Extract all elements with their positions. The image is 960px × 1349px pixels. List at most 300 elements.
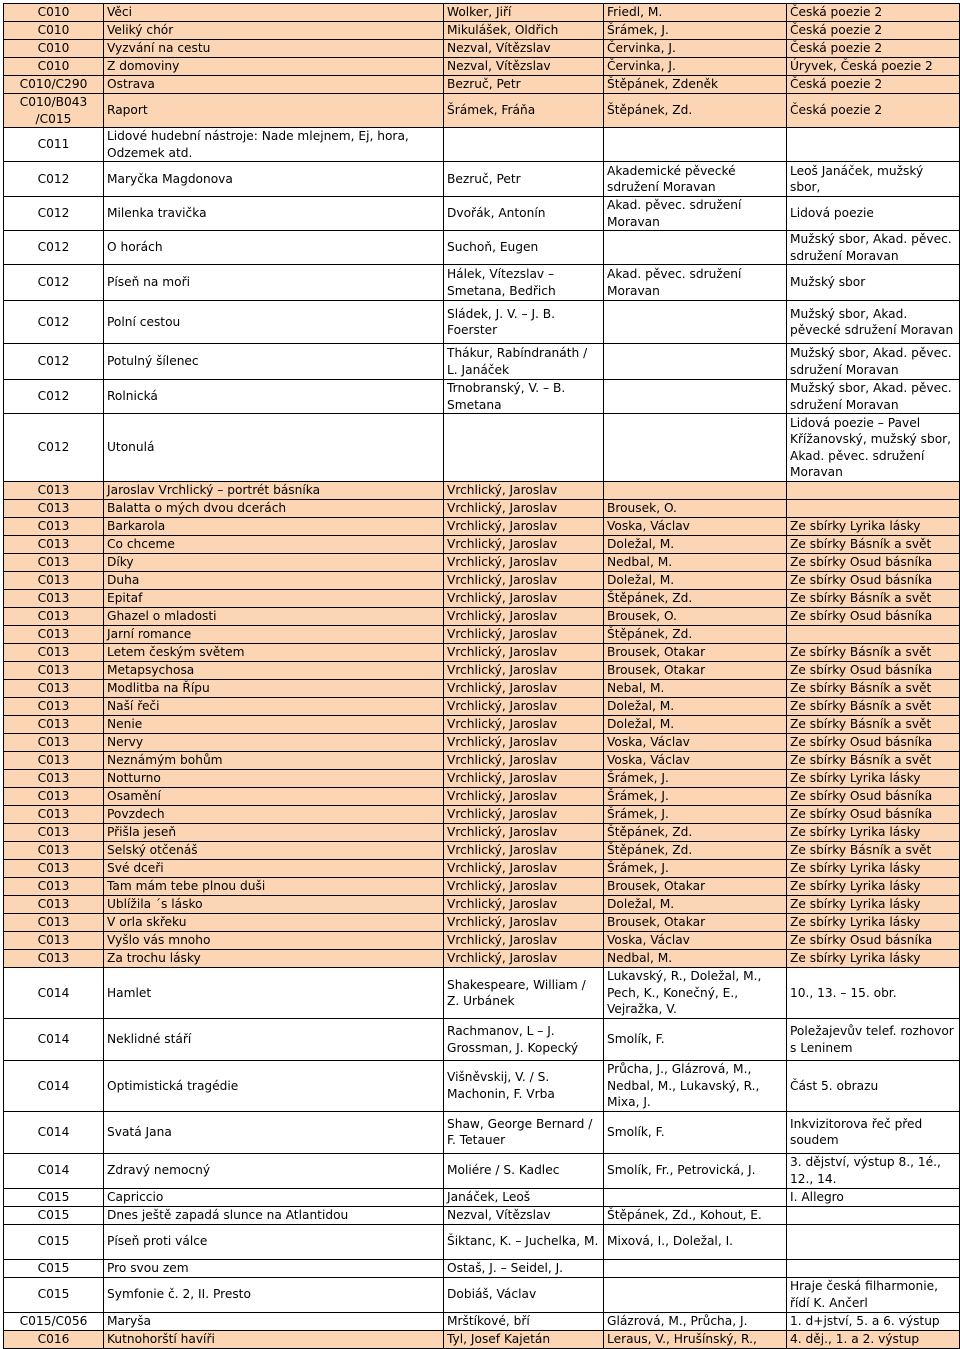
record-title: Vyzvání na cestu <box>104 40 444 58</box>
record-note: 1. d+jství, 5. a 6. výstup <box>787 1312 960 1330</box>
record-performer: Štěpánek, Zd. <box>604 626 787 644</box>
record-title: Potulný šílenec <box>104 344 444 380</box>
record-code: C010/C290 <box>4 76 104 94</box>
table-row <box>4 231 960 265</box>
record-author <box>444 414 604 482</box>
record-code: C013 <box>4 500 104 518</box>
record-title: Jarní romance <box>104 626 444 644</box>
table-row <box>4 1312 960 1330</box>
record-note: Ze sbírky Osud básníka <box>787 788 960 806</box>
record-code: C013 <box>4 554 104 572</box>
record-note: Mužský sbor <box>787 265 960 301</box>
record-note: 3. dějství, výstup 8., 1é., 12., 14. <box>787 1153 960 1188</box>
record-performer: Brousek, O. <box>604 608 787 626</box>
record-note: Ze sbírky Básník a svět <box>787 644 960 662</box>
record-code: C012 <box>4 231 104 265</box>
record-author: Mrštíkové, bří <box>444 1312 604 1330</box>
record-title: Veliký chór <box>104 22 444 40</box>
record-performer: Doležal, M. <box>604 698 787 716</box>
table-row <box>4 162 960 197</box>
records-table-body <box>4 4 960 1349</box>
table-row <box>4 734 960 752</box>
record-code: C013 <box>4 536 104 554</box>
table-row <box>4 896 960 914</box>
table-row <box>4 770 960 788</box>
record-code: C013 <box>4 914 104 932</box>
table-row <box>4 716 960 734</box>
record-title: Notturno <box>104 770 444 788</box>
record-title: Nenie <box>104 716 444 734</box>
record-performer: Šrámek, J. <box>604 806 787 824</box>
record-title: Ublížila ´s lásko <box>104 896 444 914</box>
record-performer <box>604 380 787 414</box>
record-note: Ze sbírky Básník a svět <box>787 536 960 554</box>
record-author: Vrchlický, Jaroslav <box>444 626 604 644</box>
table-row <box>4 301 960 344</box>
record-code: C014 <box>4 1061 104 1112</box>
record-performer <box>604 301 787 344</box>
record-author: Dvořák, Antonín <box>444 197 604 231</box>
record-code: C013 <box>4 824 104 842</box>
record-code: C016 <box>4 1330 104 1348</box>
table-row <box>4 1224 960 1259</box>
record-performer: Akad. pěvec. sdružení Moravan <box>604 265 787 301</box>
record-note: 4. děj., 1. a 2. výstup <box>787 1330 960 1348</box>
record-title: Utonulá <box>104 414 444 482</box>
record-note: Ze sbírky Osud básníka <box>787 662 960 680</box>
record-performer: Štěpánek, Zdeněk <box>604 76 787 94</box>
record-note: Ze sbírky Básník a svět <box>787 680 960 698</box>
record-performer: Smolík, F. <box>604 1019 787 1061</box>
record-author: Vrchlický, Jaroslav <box>444 950 604 968</box>
record-performer: Nebal, M. <box>604 680 787 698</box>
record-code: C013 <box>4 698 104 716</box>
table-row <box>4 128 960 162</box>
record-note: Mužský sbor, Akad. pěvecké sdružení Moravan <box>787 301 960 344</box>
table-row <box>4 860 960 878</box>
record-note: Ze sbírky Osud básníka <box>787 608 960 626</box>
record-title: Lidové hudební nástroje: Nade mlejnem, Ej, hora, Odzemek atd. <box>104 128 444 162</box>
record-author: Šrámek, Fráňa <box>444 94 604 128</box>
record-author: Bezruč, Petr <box>444 162 604 197</box>
record-code: C013 <box>4 662 104 680</box>
record-performer: Šrámek, J. <box>604 770 787 788</box>
record-code: C013 <box>4 806 104 824</box>
record-title: Letem českým světem <box>104 644 444 662</box>
record-note: Mužský sbor, Akad. pěvec. sdružení Moravan <box>787 380 960 414</box>
record-performer: Voska, Václav <box>604 932 787 950</box>
record-code: C013 <box>4 590 104 608</box>
record-title: Zdravý nemocný <box>104 1153 444 1188</box>
record-note: Ze sbírky Lyrika lásky <box>787 860 960 878</box>
record-title: Za trochu lásky <box>104 950 444 968</box>
record-code: C015 <box>4 1206 104 1224</box>
table-row <box>4 1188 960 1206</box>
record-title: Tam mám tebe plnou duši <box>104 878 444 896</box>
record-title: Osamění <box>104 788 444 806</box>
record-note: Ze sbírky Lyrika lásky <box>787 914 960 932</box>
table-row <box>4 590 960 608</box>
record-author: Vrchlický, Jaroslav <box>444 554 604 572</box>
record-author: Vrchlický, Jaroslav <box>444 644 604 662</box>
record-author: Tyl, Josef Kajetán <box>444 1330 604 1348</box>
record-code: C013 <box>4 734 104 752</box>
record-title: Díky <box>104 554 444 572</box>
record-author: Vrchlický, Jaroslav <box>444 680 604 698</box>
record-title: Z domoviny <box>104 58 444 76</box>
record-performer <box>604 1277 787 1312</box>
table-row <box>4 4 960 22</box>
record-performer: Nedbal, M. <box>604 950 787 968</box>
record-performer: Voska, Václav <box>604 518 787 536</box>
record-code: C015/C056 <box>4 1312 104 1330</box>
table-row <box>4 94 960 128</box>
record-performer <box>604 128 787 162</box>
record-title: Své dceři <box>104 860 444 878</box>
record-note <box>787 1259 960 1277</box>
record-performer: Lukavský, R., Doležal, M., Pech, K., Konečný, E., Vejražka, V. <box>604 968 787 1019</box>
record-code: C013 <box>4 572 104 590</box>
record-title: Povzdech <box>104 806 444 824</box>
record-performer: Mixová, I., Doležal, I. <box>604 1224 787 1259</box>
record-note: Ze sbírky Básník a svět <box>787 698 960 716</box>
record-author: Vrchlický, Jaroslav <box>444 860 604 878</box>
record-note: Ze sbírky Lyrika lásky <box>787 770 960 788</box>
record-title: Epitaf <box>104 590 444 608</box>
record-performer <box>604 1188 787 1206</box>
record-code: C012 <box>4 301 104 344</box>
record-author: Dobiáš, Václav <box>444 1277 604 1312</box>
table-row <box>4 842 960 860</box>
table-row <box>4 968 960 1019</box>
record-performer: Nedbal, M. <box>604 554 787 572</box>
record-performer: Akademické pěvecké sdružení Moravan <box>604 162 787 197</box>
record-performer <box>604 344 787 380</box>
record-title: Symfonie č. 2, II. Presto <box>104 1277 444 1312</box>
record-code: C013 <box>4 608 104 626</box>
record-code: C013 <box>4 878 104 896</box>
record-code: C012 <box>4 197 104 231</box>
record-code: C013 <box>4 770 104 788</box>
table-row <box>4 1277 960 1312</box>
record-code: C013 <box>4 842 104 860</box>
table-row <box>4 752 960 770</box>
record-title: Kutnohorští havíři <box>104 1330 444 1348</box>
record-author: Višněvskij, V. / S. Machonin, F. Vrba <box>444 1061 604 1112</box>
record-code: C013 <box>4 644 104 662</box>
record-code: C014 <box>4 1111 104 1153</box>
table-row <box>4 58 960 76</box>
record-performer <box>604 482 787 500</box>
record-performer: Štěpánek, Zd. <box>604 590 787 608</box>
record-performer: Friedl, M. <box>604 4 787 22</box>
record-note: Česká poezie 2 <box>787 22 960 40</box>
record-author: Šiktanc, K. – Juchelka, M. <box>444 1224 604 1259</box>
record-author: Trnobranský, V. – B. Smetana <box>444 380 604 414</box>
record-title: Věci <box>104 4 444 22</box>
record-author: Vrchlický, Jaroslav <box>444 824 604 842</box>
record-author: Moliére / S. Kadlec <box>444 1153 604 1188</box>
record-note: Ze sbírky Osud básníka <box>787 572 960 590</box>
table-row <box>4 824 960 842</box>
record-note: Inkvizitorova řeč před soudem <box>787 1111 960 1153</box>
record-author: Sládek, J. V. – J. B. Foerster <box>444 301 604 344</box>
table-row <box>4 644 960 662</box>
record-code: C010 <box>4 4 104 22</box>
record-code: C010 <box>4 58 104 76</box>
record-performer <box>604 231 787 265</box>
record-author: Vrchlický, Jaroslav <box>444 842 604 860</box>
record-note <box>787 1224 960 1259</box>
record-note: Mužský sbor, Akad. pěvec. sdružení Moravan <box>787 344 960 380</box>
table-row <box>4 265 960 301</box>
record-performer <box>604 1259 787 1277</box>
record-note: Ze sbírky Osud básníka <box>787 734 960 752</box>
record-author: Vrchlický, Jaroslav <box>444 518 604 536</box>
record-performer: Červinka, J. <box>604 40 787 58</box>
record-note: 10., 13. – 15. obr. <box>787 968 960 1019</box>
record-title: Neznámým bohům <box>104 752 444 770</box>
record-note: Česká poezie 2 <box>787 94 960 128</box>
record-author: Vrchlický, Jaroslav <box>444 752 604 770</box>
record-performer: Leraus, V., Hrušínský, R., <box>604 1330 787 1348</box>
record-code: C014 <box>4 968 104 1019</box>
record-author: Vrchlický, Jaroslav <box>444 482 604 500</box>
record-title: Maryčka Magdonova <box>104 162 444 197</box>
record-author: Ostaš, J. – Seidel, J. <box>444 1259 604 1277</box>
record-code: C013 <box>4 518 104 536</box>
table-row <box>4 662 960 680</box>
record-title: Barkarola <box>104 518 444 536</box>
record-code: C012 <box>4 414 104 482</box>
record-performer: Smolík, Fr., Petrovická, J. <box>604 1153 787 1188</box>
record-code: C014 <box>4 1153 104 1188</box>
record-performer: Brousek, O. <box>604 500 787 518</box>
record-title: Balatta o mých dvou dcerách <box>104 500 444 518</box>
record-note: Mužský sbor, Akad. pěvec. sdružení Moravan <box>787 231 960 265</box>
record-performer: Brousek, Otakar <box>604 878 787 896</box>
table-row <box>4 1153 960 1188</box>
record-title: Dnes ještě zapadá slunce na Atlantidou <box>104 1206 444 1224</box>
record-note <box>787 500 960 518</box>
record-title: Maryša <box>104 1312 444 1330</box>
record-author: Vrchlický, Jaroslav <box>444 572 604 590</box>
record-note: Hraje česká filharmonie, řídí K. Ančerl <box>787 1277 960 1312</box>
record-code: C011 <box>4 128 104 162</box>
record-performer: Voska, Václav <box>604 752 787 770</box>
record-author: Vrchlický, Jaroslav <box>444 770 604 788</box>
record-performer: Akad. pěvec. sdružení Moravan <box>604 197 787 231</box>
record-author: Nezval, Vítězslav <box>444 1206 604 1224</box>
record-code: C010 <box>4 22 104 40</box>
record-note: Lidová poezie <box>787 197 960 231</box>
record-note: Česká poezie 2 <box>787 76 960 94</box>
table-row <box>4 1259 960 1277</box>
record-title: O horách <box>104 231 444 265</box>
record-performer: Doležal, M. <box>604 572 787 590</box>
record-code: C013 <box>4 482 104 500</box>
record-performer: Štěpánek, Zd. <box>604 842 787 860</box>
record-title: Modlitba na Řípu <box>104 680 444 698</box>
record-author: Hálek, Vítezslav – Smetana, Bedřich <box>444 265 604 301</box>
record-author: Suchoň, Eugen <box>444 231 604 265</box>
record-author: Vrchlický, Jaroslav <box>444 698 604 716</box>
record-author: Vrchlický, Jaroslav <box>444 608 604 626</box>
record-code: C012 <box>4 162 104 197</box>
record-author: Vrchlický, Jaroslav <box>444 590 604 608</box>
record-performer: Červinka, J. <box>604 58 787 76</box>
record-performer <box>604 414 787 482</box>
record-code: C015 <box>4 1259 104 1277</box>
table-row <box>4 806 960 824</box>
record-author: Shaw, George Bernard / F. Tetauer <box>444 1111 604 1153</box>
table-row <box>4 878 960 896</box>
record-note: Ze sbírky Lyrika lásky <box>787 824 960 842</box>
record-code: C013 <box>4 788 104 806</box>
table-row <box>4 76 960 94</box>
record-author: Wolker, Jiří <box>444 4 604 22</box>
record-title: Naší řeči <box>104 698 444 716</box>
record-code: C013 <box>4 932 104 950</box>
record-title: Capriccio <box>104 1188 444 1206</box>
record-author <box>444 128 604 162</box>
record-author: Thákur, Rabíndranáth / L. Janáček <box>444 344 604 380</box>
record-title: Pro svou zem <box>104 1259 444 1277</box>
record-author: Bezruč, Petr <box>444 76 604 94</box>
record-performer: Doležal, M. <box>604 896 787 914</box>
record-author: Nezval, Vítězslav <box>444 58 604 76</box>
record-title: Hamlet <box>104 968 444 1019</box>
records-table <box>3 3 960 1349</box>
record-note: Ze sbírky Osud básníka <box>787 932 960 950</box>
record-author: Vrchlický, Jaroslav <box>444 536 604 554</box>
record-note: Ze sbírky Básník a svět <box>787 842 960 860</box>
record-title: Svatá Jana <box>104 1111 444 1153</box>
record-note: Česká poezie 2 <box>787 4 960 22</box>
table-row <box>4 788 960 806</box>
record-note: Ze sbírky Básník a svět <box>787 590 960 608</box>
record-note: Ze sbírky Osud básníka <box>787 554 960 572</box>
record-title: Vyšlo vás mnoho <box>104 932 444 950</box>
record-title: Selský otčenáš <box>104 842 444 860</box>
record-code: C014 <box>4 1019 104 1061</box>
record-author: Rachmanov, L – J. Grossman, J. Kopecký <box>444 1019 604 1061</box>
record-note <box>787 626 960 644</box>
record-title: Ostrava <box>104 76 444 94</box>
record-title: Rolnická <box>104 380 444 414</box>
record-title: Raport <box>104 94 444 128</box>
table-row <box>4 950 960 968</box>
record-performer: Brousek, Otakar <box>604 662 787 680</box>
record-code: C012 <box>4 344 104 380</box>
record-author: Mikulášek, Oldřich <box>444 22 604 40</box>
table-row <box>4 608 960 626</box>
record-performer: Doležal, M. <box>604 716 787 734</box>
record-code: C013 <box>4 680 104 698</box>
table-row <box>4 698 960 716</box>
table-row <box>4 932 960 950</box>
record-note: Česká poezie 2 <box>787 40 960 58</box>
record-title: Duha <box>104 572 444 590</box>
record-note <box>787 1206 960 1224</box>
record-author: Vrchlický, Jaroslav <box>444 932 604 950</box>
record-code: C010 <box>4 40 104 58</box>
record-title: Píseň na moři <box>104 265 444 301</box>
table-row <box>4 1111 960 1153</box>
record-note: Ze sbírky Lyrika lásky <box>787 896 960 914</box>
record-performer: Šrámek, J. <box>604 860 787 878</box>
record-note: Ze sbírky Lyrika lásky <box>787 878 960 896</box>
record-title: Milenka travička <box>104 197 444 231</box>
table-row <box>4 1061 960 1112</box>
record-author: Vrchlický, Jaroslav <box>444 806 604 824</box>
record-author: Vrchlický, Jaroslav <box>444 878 604 896</box>
record-code: C013 <box>4 752 104 770</box>
record-performer: Šrámek, J. <box>604 788 787 806</box>
record-note: Ze sbírky Osud básníka <box>787 806 960 824</box>
record-title: Optimistická tragédie <box>104 1061 444 1112</box>
record-performer: Průcha, J., Glázrová, M., Nedbal, M., Lukavský, R., Mixa, J. <box>604 1061 787 1112</box>
record-title: Ghazel o mladosti <box>104 608 444 626</box>
record-note <box>787 482 960 500</box>
table-row <box>4 414 960 482</box>
table-row <box>4 344 960 380</box>
record-note: Ze sbírky Básník a svět <box>787 752 960 770</box>
record-author: Vrchlický, Jaroslav <box>444 662 604 680</box>
record-author: Vrchlický, Jaroslav <box>444 896 604 914</box>
record-code: C015 <box>4 1188 104 1206</box>
record-author: Vrchlický, Jaroslav <box>444 914 604 932</box>
record-note: Část 5. obrazu <box>787 1061 960 1112</box>
record-note: Ze sbírky Lyrika lásky <box>787 518 960 536</box>
record-performer: Štěpánek, Zd., Kohout, E. <box>604 1206 787 1224</box>
table-row <box>4 500 960 518</box>
table-row <box>4 1330 960 1348</box>
record-note: I. Allegro <box>787 1188 960 1206</box>
record-title: Píseň proti válce <box>104 1224 444 1259</box>
record-author: Vrchlický, Jaroslav <box>444 716 604 734</box>
table-row <box>4 1206 960 1224</box>
record-code: C015 <box>4 1224 104 1259</box>
record-performer: Štěpánek, Zd. <box>604 94 787 128</box>
record-performer: Šrámek, J. <box>604 22 787 40</box>
record-performer: Brousek, Otakar <box>604 644 787 662</box>
record-code: C010/B043 /C015 <box>4 94 104 128</box>
table-row <box>4 572 960 590</box>
table-row <box>4 197 960 231</box>
record-author: Nezval, Vítězslav <box>444 40 604 58</box>
table-row <box>4 536 960 554</box>
table-row <box>4 40 960 58</box>
record-author: Vrchlický, Jaroslav <box>444 500 604 518</box>
record-performer: Doležal, M. <box>604 536 787 554</box>
record-code: C015 <box>4 1277 104 1312</box>
table-row <box>4 1019 960 1061</box>
record-title: Nervy <box>104 734 444 752</box>
record-title: Metapsychosa <box>104 662 444 680</box>
record-code: C013 <box>4 626 104 644</box>
record-note: Úryvek, Česká poezie 2 <box>787 58 960 76</box>
table-row <box>4 626 960 644</box>
record-code: C013 <box>4 896 104 914</box>
record-title: V orla skřeku <box>104 914 444 932</box>
record-performer: Voska, Václav <box>604 734 787 752</box>
record-note: Poležajevův telef. rozhovor s Leninem <box>787 1019 960 1061</box>
record-title: Polní cestou <box>104 301 444 344</box>
record-note: Lidová poezie – Pavel Křížanovský, mužský sbor, Akad. pěvec. sdružení Moravan <box>787 414 960 482</box>
record-note: Ze sbírky Básník a svět <box>787 716 960 734</box>
record-author: Vrchlický, Jaroslav <box>444 788 604 806</box>
